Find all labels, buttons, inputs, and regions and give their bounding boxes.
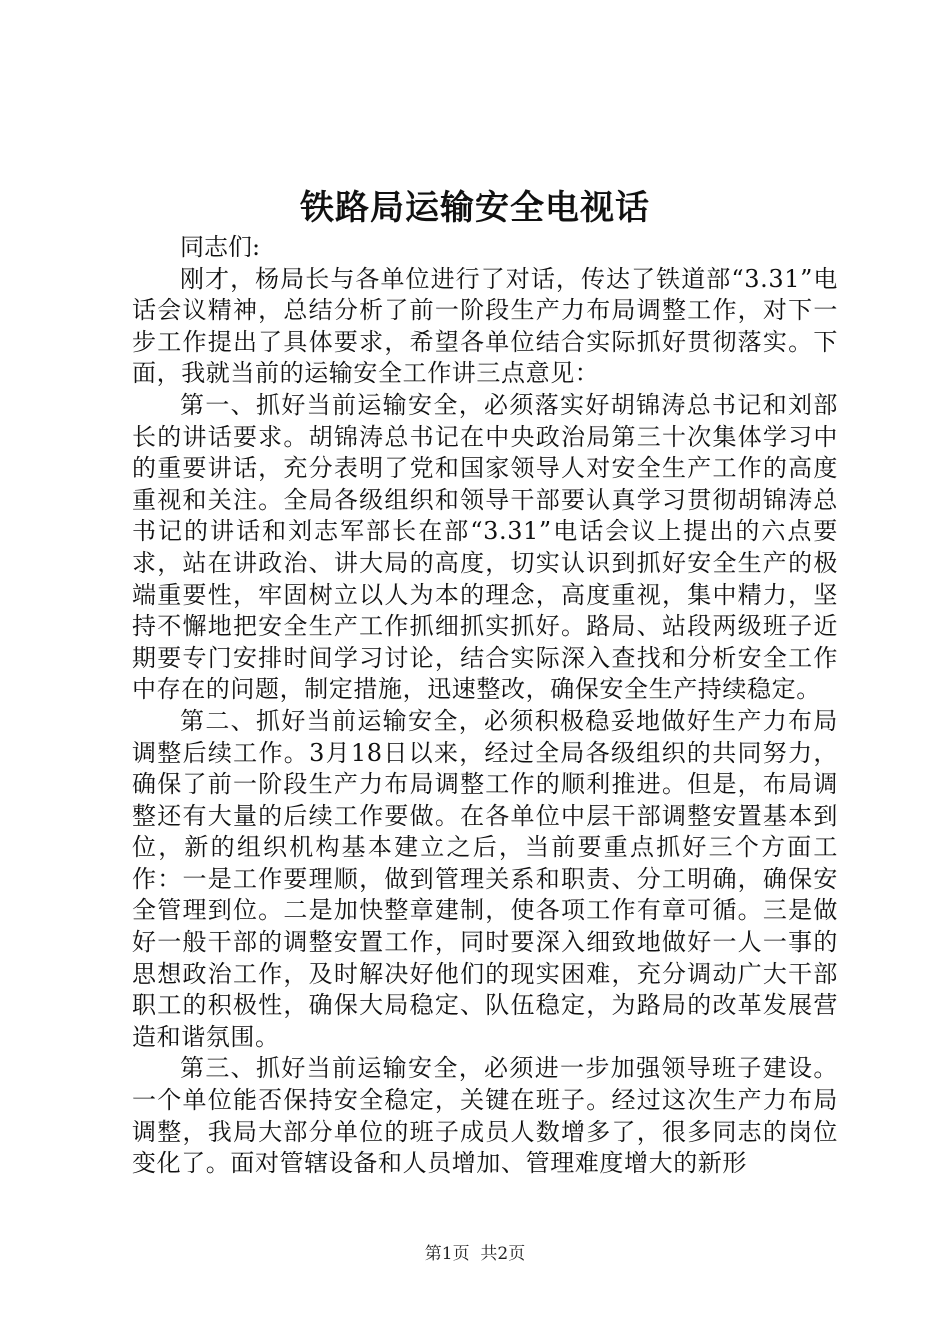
page-footer bbox=[0, 1243, 950, 1265]
document-body bbox=[132, 232, 838, 1180]
paragraph-intro: 刚才，杨局长与各单位进行了对话，传达了铁道部“3.31”电话会议精神，总结分析了前一阶段生产力布局调整工作，对下一步工作提出了具体要求，希望各单位结合实际抓好贯彻落实。下面，我就当前的运输安全工作讲三点意见： bbox=[132, 264, 838, 388]
document-title: 铁路局运输安全电视话 bbox=[300, 188, 650, 228]
paragraph-point-one: 第一、抓好当前运输安全，必须落实好胡锦涛总书记和刘部长的讲话要求。胡锦涛总书记在中央政治局第三十次集体学习中的重要讲话，充分表明了党和国家领导人对安全生产工作的高度重视和关注。全局各级组织和领导干部要认真学习贯彻胡锦涛总书记的讲话和刘志军部长在部“3.31”电话会议上提出的六点要求，站在讲政治、讲大局的高度，切实认识到抓好安全生产的极端重要性，牢固树立以人为本的理念，高度重视，集中精力，坚持不懈地把安全生产工作抓细抓实抓好。路局、站段两级班子近期要专门安排时间学习讨论，结合实际深入查找和分析安全工作中存在的问题，制定措施，迅速整改，确保安全生产持续稳定。 bbox=[132, 390, 838, 704]
paragraph-point-two: 第二、抓好当前运输安全，必须积极稳妥地做好生产力布局调整后续工作。3月18日以来，经过全局各级组织的共同努力，确保了前一阶段生产力布局调整工作的顺利推进。但是，布局调整还有大量的后续工作要做。在各单位中层干部调整安置基本到位，新的组织机构基本建立之后，当前要重点抓好三个方面工作：一是工作要理顺，做到管理关系和职责、分工明确，确保安全管理到位。二是加快整章建制，使各项工作有章可循。三是做好一般干部的调整安置工作，同时要深入细致地做好一人一事的思想政治工作，及时解决好他们的现实困难，充分调动广大干部职工的积极性，确保大局稳定、队伍稳定，为路局的改革发展营造和谐氛围。 bbox=[132, 706, 838, 1051]
page-number: 第1页 共2页 bbox=[424, 1244, 526, 1264]
paragraph-point-three: 第三、抓好当前运输安全，必须进一步加强领导班子建设。一个单位能否保持安全稳定，关键在班子。经过这次生产力布局调整，我局大部分单位的班子成员人数增多了，很多同志的岗位变化了。面对管辖设备和人员增加、管理难度增大的新形 bbox=[132, 1054, 838, 1178]
salutation: 同志们: bbox=[180, 233, 261, 261]
